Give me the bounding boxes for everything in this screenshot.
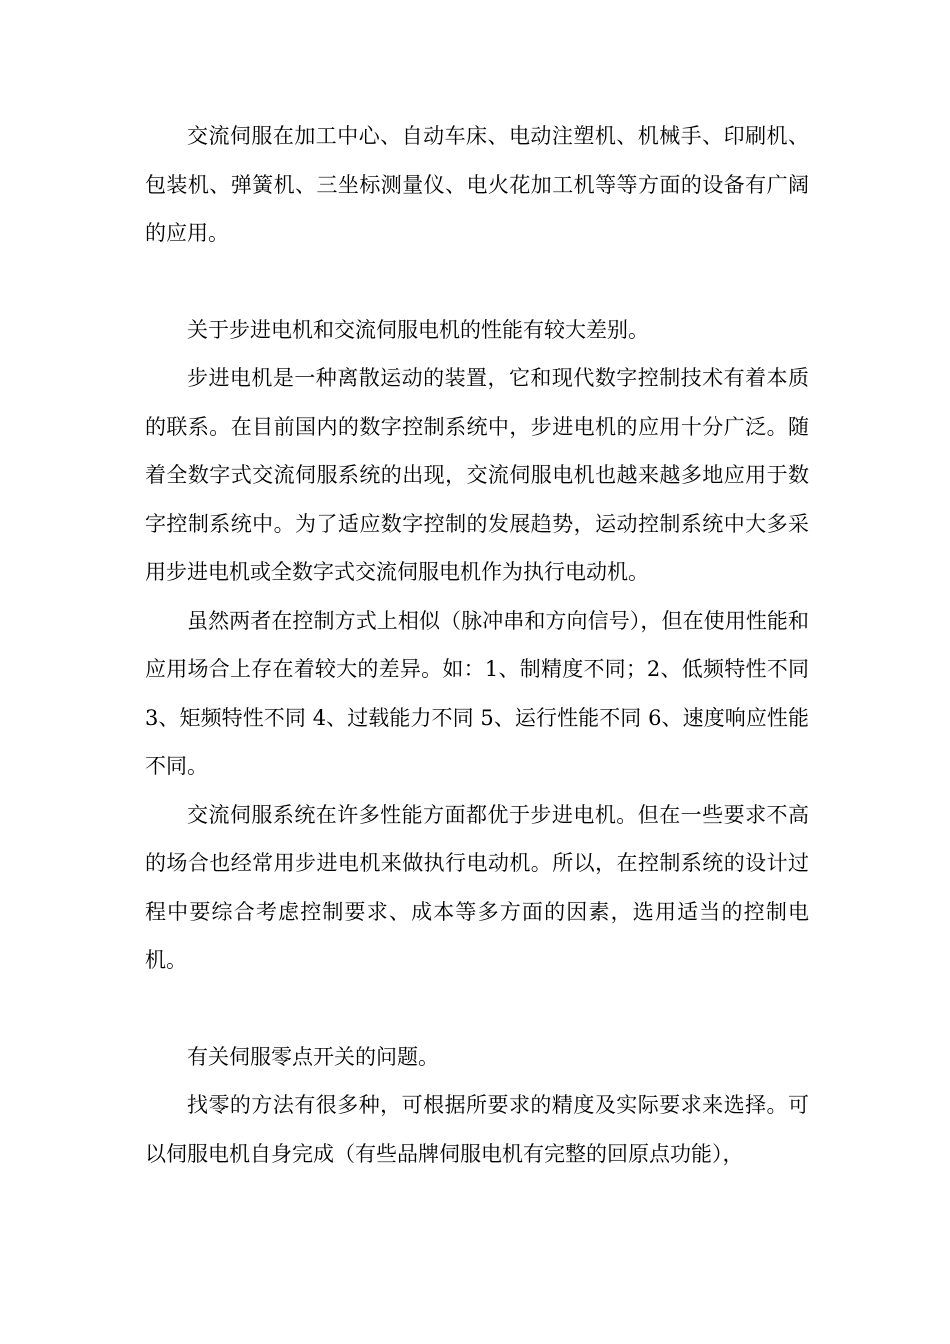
paragraph-applications: 交流伺服在加工中心、自动车床、电动注塑机、机械手、印刷机、包装机、弹簧机、三坐标测量仪、电火花加工机等等方面的设备有广阔的应用。 bbox=[145, 124, 809, 245]
paragraph-differences: 虽然两者在控制方式上相似（脉冲串和方向信号），但在使用性能和应用场合上存在着较大的差异。如：1、制精度不同；2、低频特性不同 3、矩频特性不同 4、过载能力不同 5、运行性能不同 6、速度响应性能不同。 bbox=[145, 608, 809, 778]
paragraph-spacer bbox=[145, 258, 809, 306]
paragraph-zero-switch-heading: 有关伺服零点开关的问题。 bbox=[187, 1044, 439, 1069]
document-body bbox=[145, 112, 809, 1178]
paragraph-spacer bbox=[145, 985, 809, 1033]
paragraph-zero-methods: 找零的方法有很多种，可根据所要求的精度及实际要求来选择。可以伺服电机自身完成（有些品牌伺服电机有完整的回原点功能）， bbox=[145, 1093, 809, 1166]
paragraph-stepper-description: 步进电机是一种离散运动的装置，它和现代数字控制技术有着本质的联系。在目前国内的数字控制系统中，步进电机的应用十分广泛。随着全数字式交流伺服系统的出现，交流伺服电机也越来越多地应用于数字控制系统中。为了适应数字控制的发展趋势，运动控制系统中大多采用步进电机或全数字式交流伺服电机作为执行电动机。 bbox=[145, 366, 809, 584]
paragraph-performance-intro: 关于步进电机和交流伺服电机的性能有较大差别。 bbox=[187, 317, 649, 342]
paragraph-conclusion: 交流伺服系统在许多性能方面都优于步进电机。但在一些要求不高的场合也经常用步进电机来做执行电动机。所以，在控制系统的设计过程中要综合考虑控制要求、成本等多方面的因素，选用适当的控制电机。 bbox=[145, 802, 809, 972]
